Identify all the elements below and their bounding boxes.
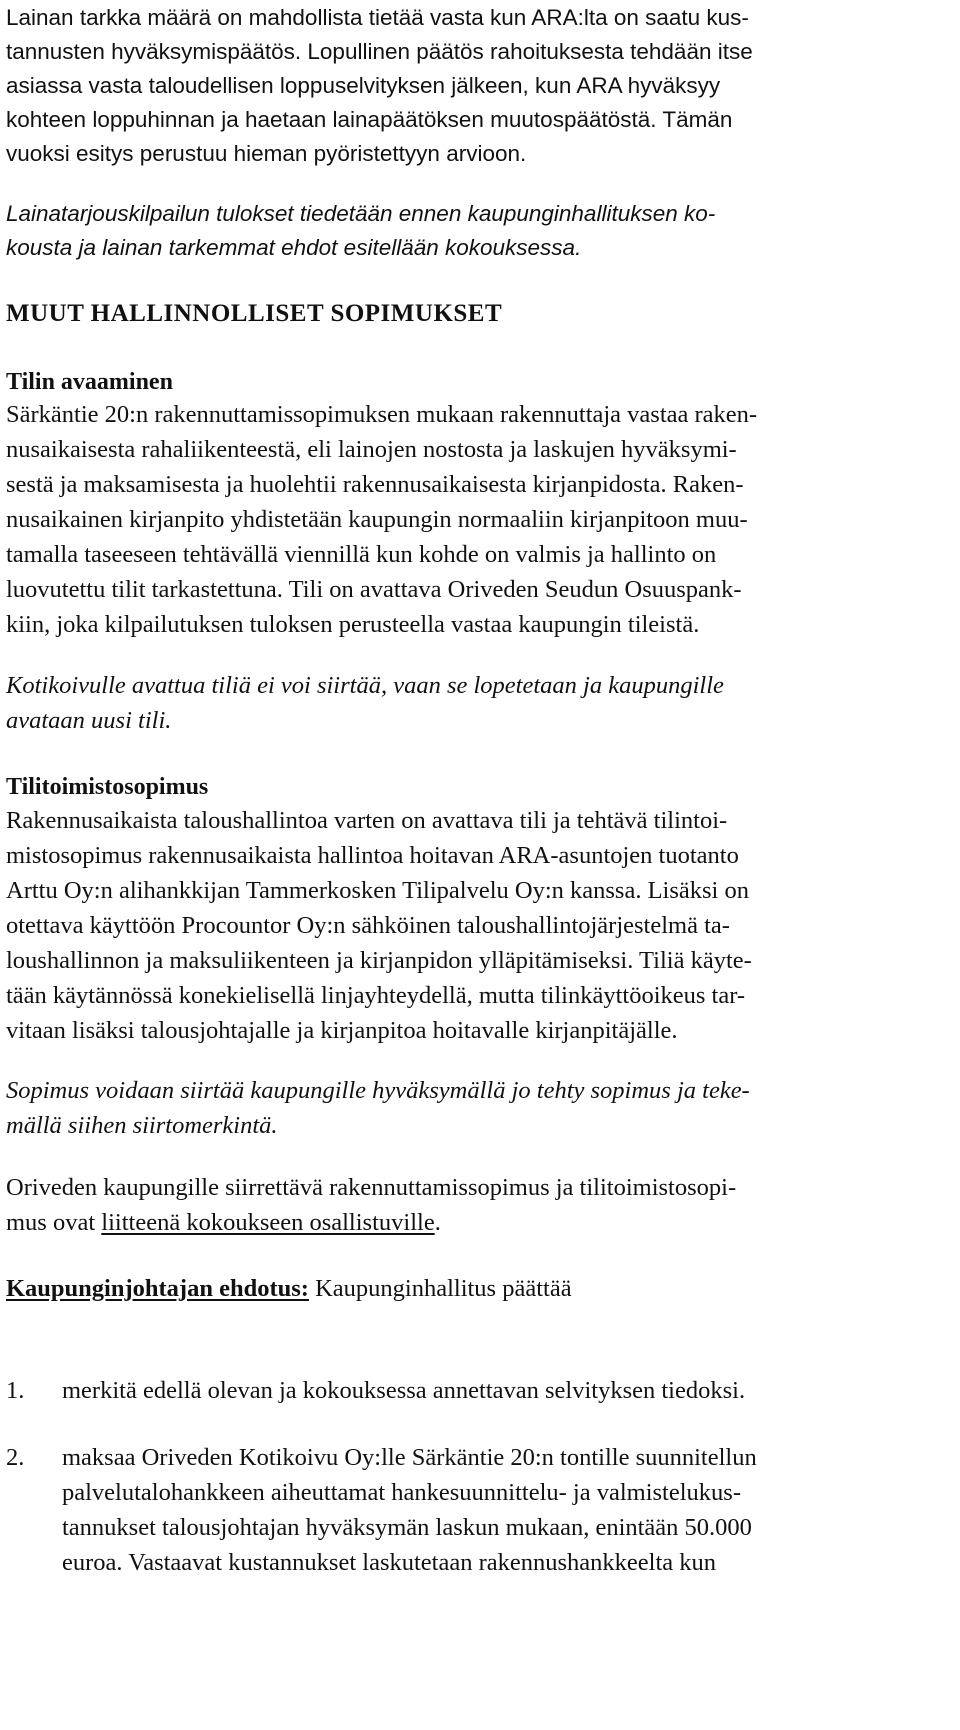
intro-line: tannusten hyväksymispäätös. Lopullinen päätös rahoituksesta tehdään itse	[6, 39, 753, 64]
tilin-line: sestä ja maksamisesta ja huolehtii rakennusaikaisesta kirjanpidosta. Raken-	[6, 471, 744, 498]
proposal-text: Kaupunginhallitus päättää	[308, 1275, 572, 1302]
intro-line: kohteen loppuhinnan ja haetaan lainapäätöksen muutospäätöstä. Tämän	[6, 107, 733, 132]
attachment-line	[6, 1205, 441, 1241]
tilitoimisto-heading: Tilitoimistosopimus	[6, 774, 209, 800]
intro-italic-line: kousta ja lainan tarkemmat ehdot esitellään kokouksessa.	[6, 235, 582, 260]
list-item-line: merkitä edellä olevan ja kokouksessa annettavan selvityksen tiedoksi.	[62, 1377, 746, 1404]
attachment-text: .	[434, 1209, 441, 1236]
intro-line: asiassa vasta taloudellisen loppuselvityksen jälkeen, kun ARA hyväksyy	[6, 73, 721, 98]
tilin-line: Särkäntie 20:n rakennuttamissopimuksen mukaan rakennuttaja vastaa raken-	[6, 401, 758, 428]
proposal-label: Kaupunginjohtajan ehdotus:	[6, 1275, 309, 1302]
intro-line: Lainan tarkka määrä on mahdollista tietää vasta kun ARA:lta on saatu kus-	[6, 5, 749, 30]
tilitoimisto-line: tään käytännössä konekielisellä linjayhteydellä, mutta tilinkäyttöoikeus tar-	[6, 982, 746, 1009]
tilin-line: luovutettu tilit tarkastettuna. Tili on avattava Oriveden Seudun Osuuspank-	[6, 576, 742, 603]
list-item-number: 2.	[6, 1444, 25, 1471]
tilin-italic-line: Kotikoivulle avattua tiliä ei voi siirtää, vaan se lopetetaan ja kaupungille	[6, 672, 724, 699]
list-item-number: 1.	[6, 1377, 25, 1404]
tilitoimisto-italic-line: Sopimus voidaan siirtää kaupungille hyväksymällä jo tehty sopimus ja teke-	[6, 1077, 750, 1104]
section-heading: MUUT HALLINNOLLISET SOPIMUKSET	[6, 300, 503, 327]
tilin-line: kiin, joka kilpailutuksen tuloksen perusteella vastaa kaupungin tileistä.	[6, 611, 700, 638]
list-item-line: tannukset talousjohtajan hyväksymän laskun mukaan, enintään 50.000	[62, 1514, 752, 1541]
attachment-text: mus ovat	[6, 1209, 102, 1236]
list-item-line: maksaa Oriveden Kotikoivu Oy:lle Särkäntie 20:n tontille suunnitellun	[62, 1444, 757, 1471]
tilitoimisto-line: loushallinnon ja maksuliikenteen ja kirjanpidon ylläpitämiseksi. Tiliä käyte-	[6, 947, 752, 974]
tilin-italic-line: avataan uusi tili.	[6, 707, 172, 734]
intro-line: vuoksi esitys perustuu hieman pyöristettyyn arvioon.	[6, 141, 527, 166]
tilin-heading: Tilin avaaminen	[6, 369, 173, 395]
proposal-line	[6, 1271, 572, 1307]
intro-italic-line: Lainatarjouskilpailun tulokset tiedetään ennen kaupunginhallituksen ko-	[6, 201, 716, 226]
tilitoimisto-line: vitaan lisäksi talousjohtajalle ja kirjanpitoa hoitavalle kirjanpitäjälle.	[6, 1017, 678, 1044]
tilin-line: tamalla taseeseen tehtävällä viennillä kun kohde on valmis ja hallinto on	[6, 541, 717, 568]
tilitoimisto-line: Rakennusaikaista taloushallintoa varten on avattava tili ja tehtävä tilintoi-	[6, 807, 728, 834]
tilitoimisto-line: mistosopimus rakennusaikaista hallintoa hoitavan ARA-asuntojen tuotanto	[6, 842, 739, 869]
tilitoimisto-line: Arttu Oy:n alihankkijan Tammerkosken Tilipalvelu Oy:n kanssa. Lisäksi on	[6, 877, 749, 904]
tilin-line: nusaikaisesta rahaliikenteestä, eli lainojen nostosta ja laskujen hyväksymi-	[6, 436, 737, 463]
list-item-line: palvelutalohankkeen aiheuttamat hankesuunnittelu- ja valmistelukus-	[62, 1479, 741, 1506]
list-item-line: euroa. Vastaavat kustannukset laskutetaan rakennushankkeelta kun	[62, 1549, 717, 1576]
attachment-line: Oriveden kaupungille siirrettävä rakennuttamissopimus ja tilitoimistosopi-	[6, 1174, 737, 1201]
tilitoimisto-line: otettava käyttöön Procountor Oy:n sähköinen taloushallintojärjestelmä ta-	[6, 912, 730, 939]
tilin-line: nusaikainen kirjanpito yhdistetään kaupungin normaaliin kirjanpitoon muu-	[6, 506, 748, 533]
attachment-link[interactable]: liitteenä kokoukseen osallistuville	[101, 1209, 435, 1236]
tilitoimisto-italic-line: mällä siihen siirtomerkintä.	[6, 1112, 278, 1139]
